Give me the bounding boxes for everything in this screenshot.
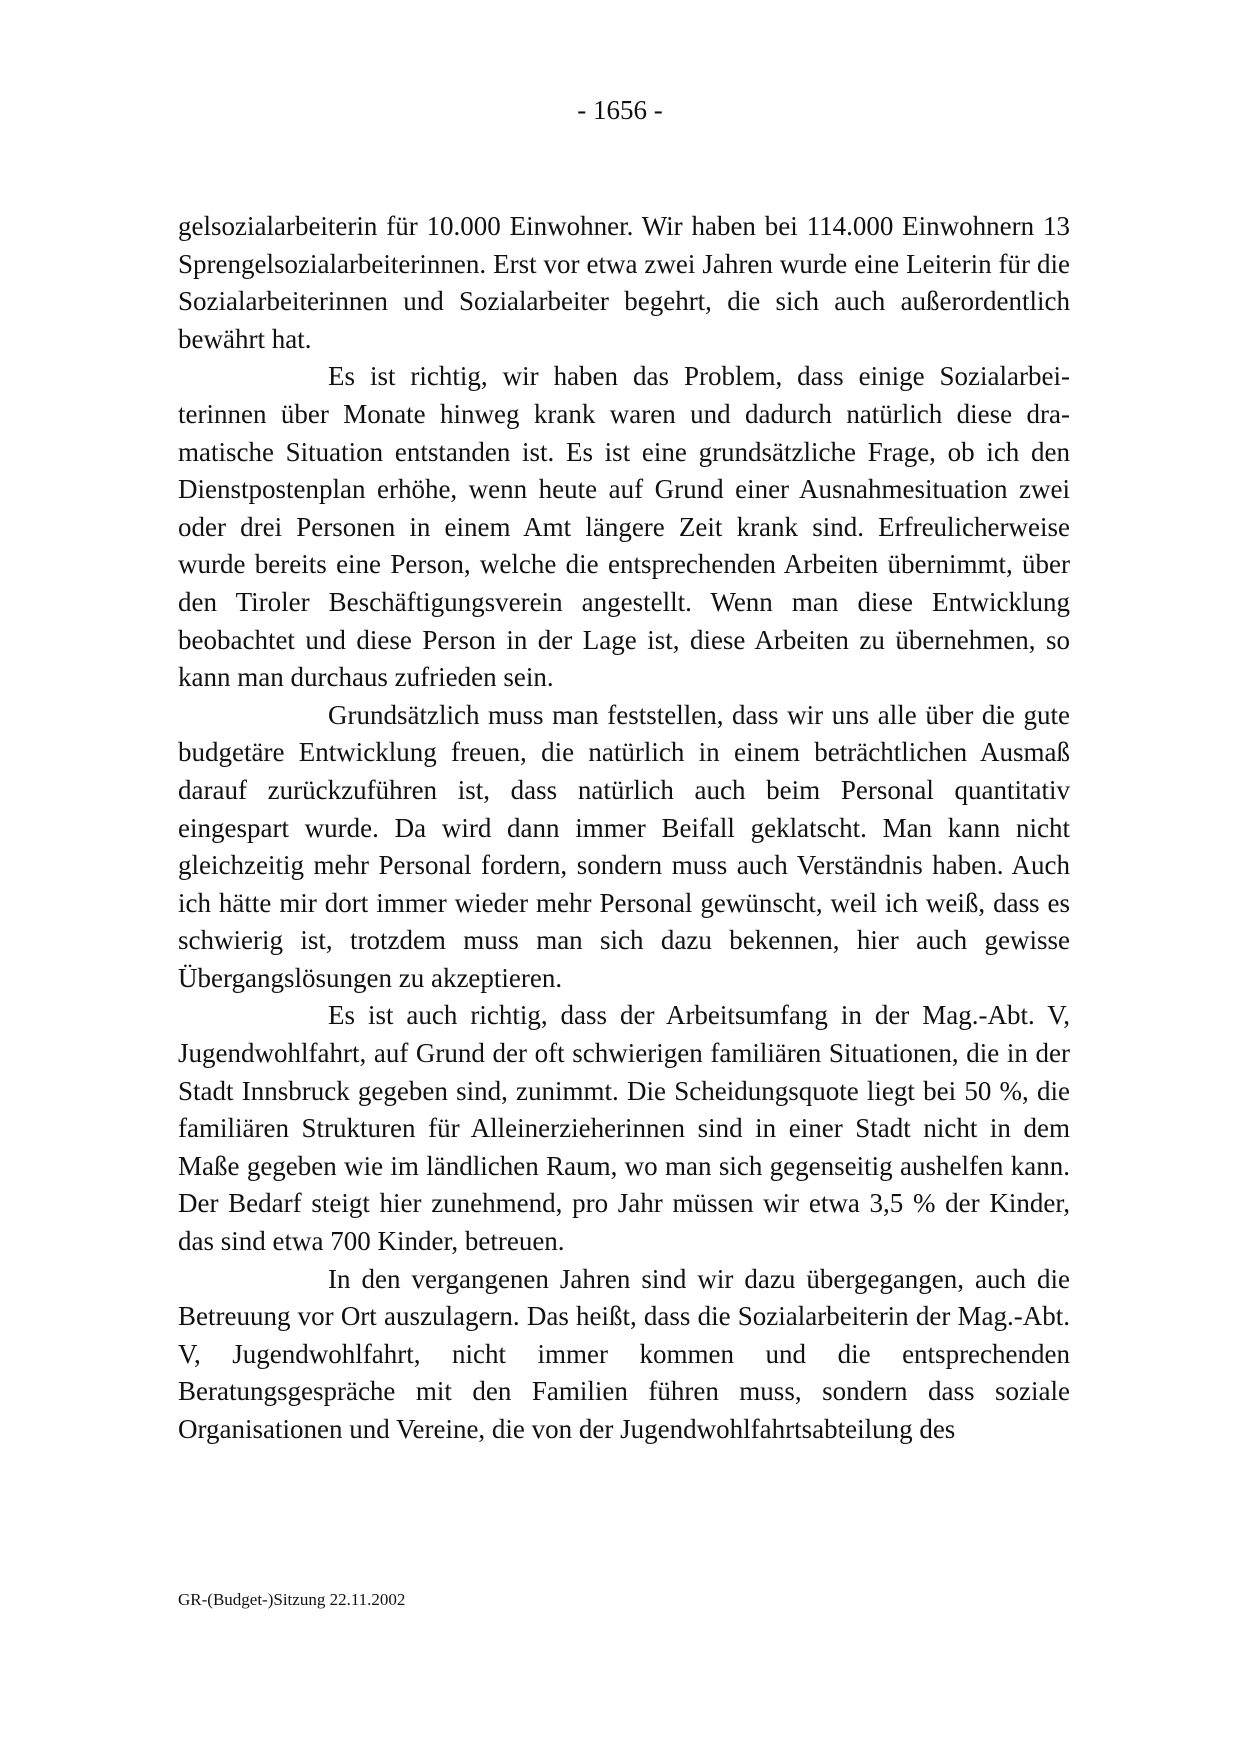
footer-session-date: GR-(Budget-)Sitzung 22.11.2002 — [178, 1590, 406, 1609]
paragraph-5: In den vergangenen Jahren sind wir dazu übergegangen, auch die Betreuung vor Ort auszulagern. Das heißt, dass die Sozialarbeiterin der Mag.-Abt. V, Jugendwohlfahrt, nicht immer kommen und die entsprechenden Beratungsgespräche mit den Familien führen muss, sondern dass soziale Organisationen und Vereine, die von der Jugendwohlfahrtsabteilung des — [178, 1263, 1070, 1444]
paragraph-3: Grundsätzlich muss man feststellen, dass wir uns alle über die gute budgetäre Entwicklung freuen, die natürlich in einem beträchtlichen Ausmaß darauf zurückzuführen ist, dass natürlich auch beim Personal quantitativ eingespart wurde. Da wird dann immer Beifall geklatscht. Man kann nicht gleichzeitig mehr Personal fordern, sondern muss auch Verständnis haben. Auch ich hätte mir dort immer wieder mehr Personal gewünscht, weil ich weiß, dass es schwierig ist, trotzdem muss man sich dazu bekennen, hier auch gewisse Übergangslösungen zu akzeptieren. — [178, 699, 1070, 993]
paragraph-2: Es ist richtig, wir haben das Problem, dass einige Sozialarbeiterinnen über Monate hinweg krank waren und dadurch natürlich diese dramatische Situation entstanden ist. Es ist eine grundsätzliche Frage, ob ich den Dienstpostenplan erhöhe, wenn heute auf Grund einer Ausnahmesituation zwei oder drei Personen in einem Amt längere Zeit krank sind. Erfreulicherweise wurde bereits eine Person, welche die entsprechenden Arbeiten übernimmt, über den Tiroler Beschäftigungsverein angestellt. Wenn man diese Entwicklung beobachtet und diese Person in der Lage ist, diese Arbeiten zu übernehmen, so kann man durchaus zufrieden sein. — [178, 361, 1070, 693]
paragraph-4: Es ist auch richtig, dass der Arbeitsumfang in der Mag.-Abt. V, Jugendwohlfahrt, auf Grund der oft schwierigen familiären Situationen, die in der Stadt Innsbruck gegeben sind, zunimmt. Die Scheidungsquote liegt bei 50 %, die familiären Strukturen für Alleinerzieherinnen sind in einer Stadt nicht in dem Maße gegeben wie im ländlichen Raum, wo man sich gegenseitig aushelfen kann. Der Bedarf steigt hier zunehmend, pro Jahr müssen wir etwa 3,5 % der Kinder, das sind etwa 700 Kinder, betreuen. — [178, 1000, 1070, 1257]
paragraph-1: gelsozialarbeiterin für 10.000 Einwohner. Wir haben bei 114.000 Einwohnern 13 Sprengelsozialarbeiterinnen. Erst vor etwa zwei Jahren wurde eine Leiterin für die Sozialarbeiterinnen und Sozialarbeiter begehrt, die sich auch außerordentlich bewährt hat. — [178, 211, 1070, 354]
body-text — [178, 208, 1070, 1449]
page-number: - 1656 - — [577, 95, 663, 125]
